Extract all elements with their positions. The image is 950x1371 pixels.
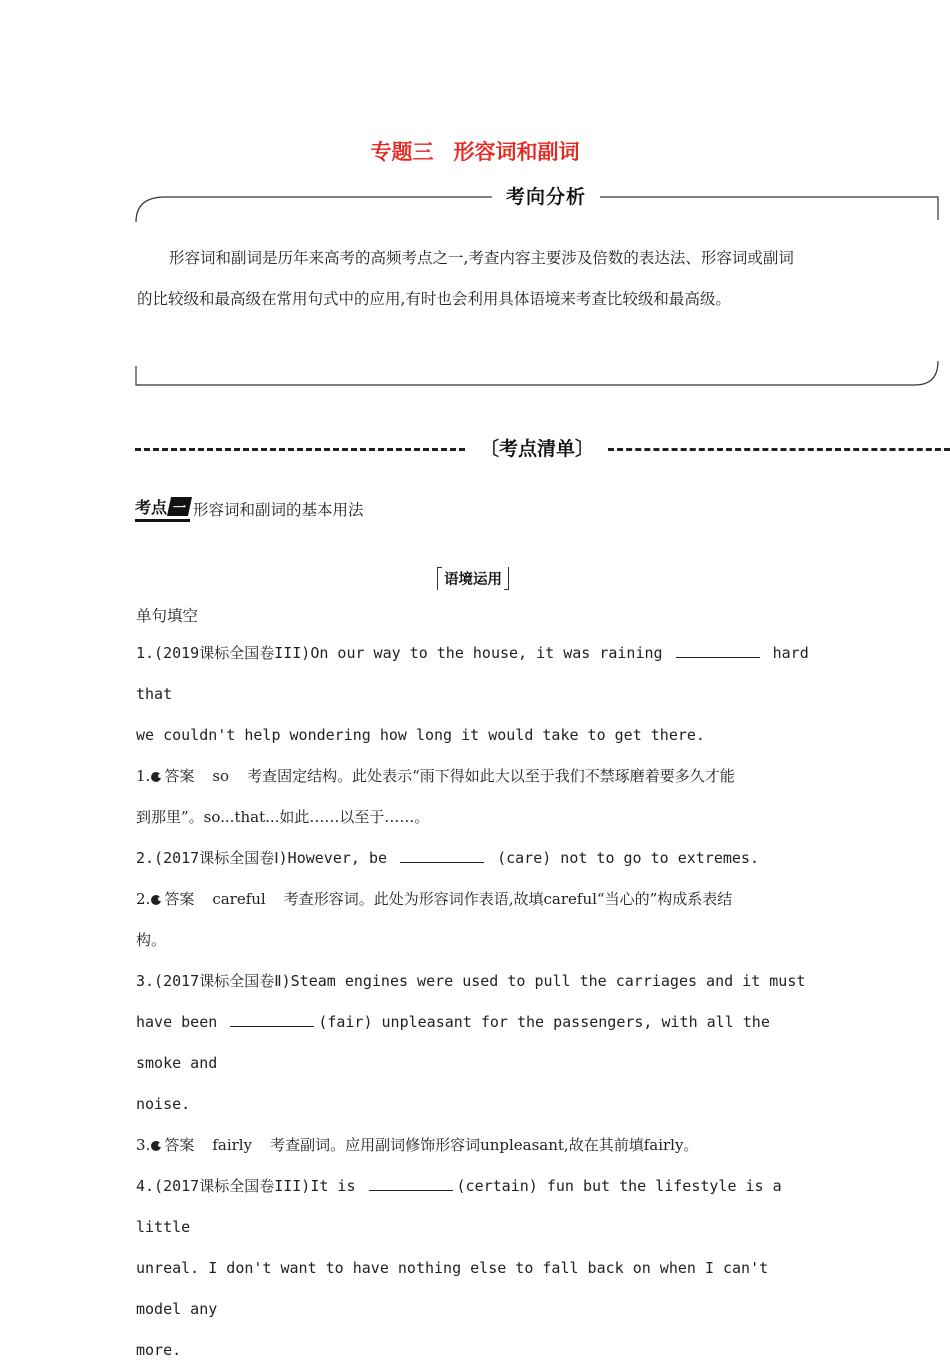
question-type: 单句填空 bbox=[136, 607, 199, 625]
exercise-list bbox=[136, 633, 816, 1371]
question-4-line-3: more. bbox=[136, 1341, 182, 1359]
kaodian-heading bbox=[135, 495, 364, 522]
analysis-box bbox=[135, 186, 939, 386]
question-3-line-1: 3.(2017课标全国卷Ⅱ)Steam engines were used to pull the carriages and it must bbox=[136, 972, 806, 990]
kaodian-tag-label: 考点 bbox=[135, 498, 168, 517]
kaodian-tag bbox=[135, 495, 190, 522]
divider-dash-right bbox=[608, 448, 950, 451]
divider-dash-left bbox=[135, 448, 465, 451]
answer-blank[interactable] bbox=[676, 643, 760, 658]
title-topic-name: 形容词和副词 bbox=[453, 140, 580, 164]
answer-bullet-icon bbox=[151, 895, 161, 905]
question-1-line-2: we couldn't help wondering how long it would take to get there. bbox=[136, 726, 705, 744]
analysis-text: 形容词和副词是历年来高考的高频考点之一,考查内容主要涉及倍数的表达法、形容词或副词的比较级和最高级在常用句式中的应用,有时也会利用具体语境来考查比较级和最高级。 bbox=[137, 249, 794, 308]
answer-1-line-1: 1. 答案 so 考查固定结构。此处表示“雨下得如此大以至于我们不禁琢磨着要多久才能 bbox=[136, 767, 735, 785]
section-heading: 〔考点清单〕 bbox=[479, 438, 594, 460]
question-4-line-1: 4.(2017课标全国卷III)It is (certain) fun but the lifestyle is a little bbox=[136, 1177, 782, 1236]
question-2-line-1: 2.(2017课标全国卷Ⅰ)However, be (care) not to go to extremes. bbox=[136, 849, 759, 867]
answer-blank[interactable] bbox=[400, 848, 484, 863]
analysis-heading: 考向分析 bbox=[492, 182, 600, 209]
answer-blank[interactable] bbox=[230, 1012, 314, 1027]
answer-bullet-icon bbox=[151, 772, 161, 782]
question-3-line-2: have been (fair) unpleasant for the passengers, with all the smoke and bbox=[136, 1013, 770, 1072]
answer-2-line-1: 2. 答案 careful 考查形容词。此处为形容词作表语,故填careful“当心的”构成系表结 bbox=[136, 890, 733, 908]
kaodian-title: 形容词和副词的基本用法 bbox=[193, 500, 364, 519]
subsection-heading: 语境运用 bbox=[437, 567, 509, 590]
question-4-line-2: unreal. I don't want to have nothing else to fall back on when I can't model any bbox=[136, 1259, 769, 1318]
section-divider bbox=[135, 434, 950, 464]
answer-1-line-2: 到那里”。so...that...如此……以至于……。 bbox=[136, 808, 430, 826]
question-3-line-3: noise. bbox=[136, 1095, 191, 1113]
page-title bbox=[0, 136, 950, 166]
question-1-line-1: 1.(2019课标全国卷III)On our way to the house, it was raining hard that bbox=[136, 644, 809, 703]
title-topic-number: 专题三 bbox=[370, 140, 434, 164]
subsection-heading-wrap bbox=[0, 567, 950, 590]
answer-2-line-2: 构。 bbox=[136, 931, 167, 949]
answer-bullet-icon bbox=[151, 1141, 161, 1151]
kaodian-number: 一 bbox=[167, 497, 192, 516]
answer-blank[interactable] bbox=[369, 1176, 453, 1191]
answer-3-line-1: 3. 答案 fairly 考查副词。应用副词修饰形容词unpleasant,故在其前填fairly。 bbox=[136, 1136, 699, 1154]
